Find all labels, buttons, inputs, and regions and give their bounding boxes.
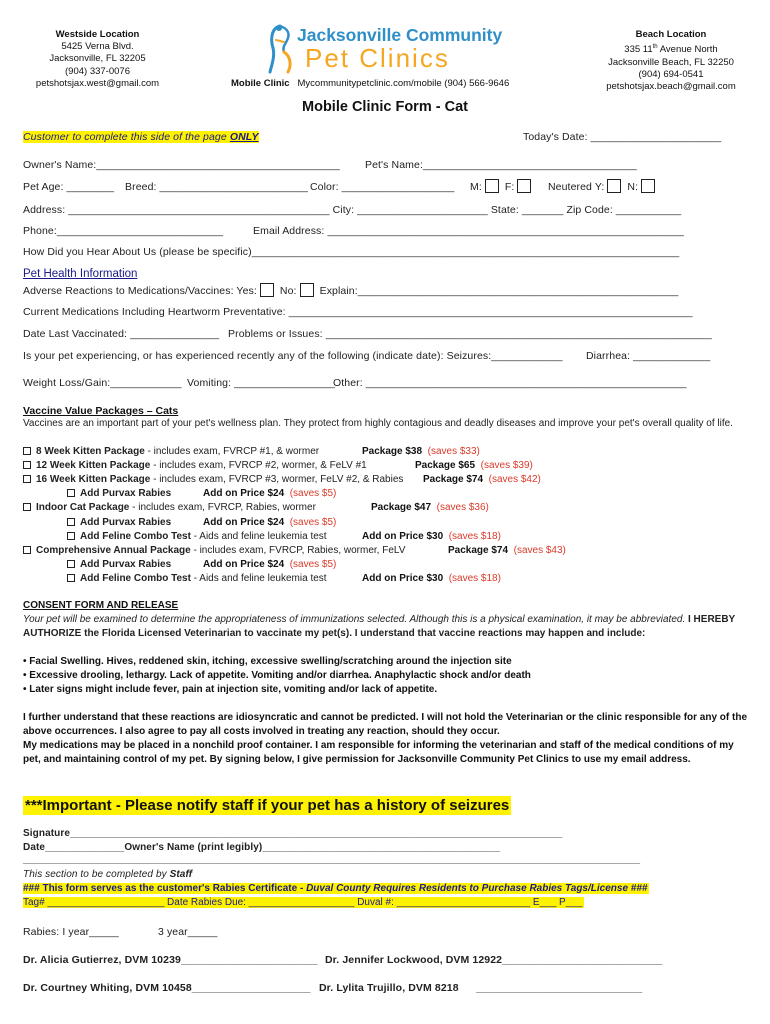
package-price: Add on Price $30 (saves $18) — [362, 530, 501, 542]
pet-age-field[interactable]: Pet Age: ________ — [23, 181, 115, 193]
package-checkbox[interactable] — [67, 574, 75, 582]
adverse-reactions-row: Adverse Reactions to Medications/Vaccines: Yes: No: Explain:______________________________________________________ — [23, 285, 679, 297]
female-checkbox[interactable] — [517, 179, 531, 193]
consent-bullet-1: • Facial Swelling. Hives, reddened skin, itching, excessive swelling/scratching around the injection site — [23, 656, 512, 667]
date-owner-name-field[interactable]: Date______________Owner's Name (print legibly)__________________________________________ — [23, 842, 501, 853]
mobile-clinic-line — [231, 78, 509, 89]
tag-rabies-due-duval-field[interactable]: Tag# _____________________ Date Rabies Due: ___________________ Duval #: ________________________ E___ P___ — [23, 897, 583, 908]
package-savings: (saves $33) — [427, 446, 480, 457]
mobile-clinic-label: Mobile Clinic — [231, 78, 290, 89]
doctor-whiting-signature[interactable]: Dr. Courtney Whiting, DVM 10458____________________ — [23, 982, 311, 994]
package-description: - includes exam, FVRCP #3, wormer, FeLV #2, & Rabies — [150, 474, 404, 486]
package-name: Comprehensive Annual Package — [36, 544, 191, 556]
logo-line2: Pet Clinics — [305, 43, 450, 73]
consent-paragraph-1: Your pet will be examined to determine the appropriateness of immunizations selected. Although this is a physical examination, it may be abbreviated. I HEREBY AUTHORIZE the Florida Licensed Veterinarian to vaccinate my pet(s). I understand that vaccine reactions may happen and include: — [23, 614, 736, 639]
package-description: - includes exam, FVRCP, Rabies, wormer — [129, 502, 316, 514]
beach-address1: 335 11th Avenue North — [624, 44, 718, 56]
package-price: Add on Price $24 (saves $5) — [203, 558, 337, 570]
package-price: Package $74 (saves $43) — [448, 544, 566, 556]
package-checkbox[interactable] — [67, 532, 75, 540]
rabies-3-year-field[interactable]: 3 year_____ — [158, 926, 218, 938]
package-description: - Aids and feline leukemia test — [190, 530, 327, 542]
package-name: Add Feline Combo Test — [80, 530, 191, 542]
package-name: Indoor Cat Package — [36, 502, 130, 514]
male-checkbox[interactable] — [485, 179, 499, 193]
vaccine-package-row — [23, 502, 316, 513]
package-price: Package $47 (saves $36) — [371, 502, 489, 514]
package-checkbox[interactable] — [67, 518, 75, 526]
rabies-certificate-note: ### This form serves as the customer's Rabies Certificate - Duval County Requires Residents to Purchase Rabies Tags/License ### — [23, 883, 648, 894]
consent-paragraph-3: My medications may be placed in a nonchild proof container. I am responsible for informing the veterinarian and staff of the medical conditions of my pet, and maintaining control of my pet. By signing below, I give permission for Jacksonville Community Pet Clinics to use my email address. — [23, 740, 734, 765]
package-price: Add on Price $30 (saves $18) — [362, 572, 501, 584]
beach-location-block — [600, 29, 742, 93]
doctor-trujillo-label: Dr. Lylita Trujillo, DVM 8218 — [319, 982, 459, 994]
mobile-clinic-info: Mycommunitypetclinic.com/mobile (904) 566-9646 — [297, 78, 510, 89]
email-field[interactable]: Email Address: ____________________________________________________________ — [253, 225, 684, 237]
neutered-yes-checkbox[interactable] — [607, 179, 621, 193]
package-checkbox[interactable] — [23, 503, 31, 511]
logo-line1: Jacksonville Community — [297, 25, 503, 45]
package-name: Add Purvax Rabies — [80, 558, 172, 570]
consent-bullet-3: • Later signs might include fever, pain at injection site, vomiting and/or lack of appetite. — [23, 684, 438, 695]
package-savings: (saves $39) — [480, 460, 533, 472]
package-checkbox[interactable] — [23, 447, 31, 455]
todays-date-field[interactable]: Today's Date: ______________________ — [523, 131, 722, 143]
beach-email: petshotsjax.beach@gmail.com — [606, 80, 736, 92]
package-name: 16 Week Kitten Package — [36, 474, 151, 486]
rabies-1-year-field[interactable]: Rabies: I year_____ — [23, 926, 119, 938]
westside-address2: Jacksonville, FL 32205 — [49, 53, 146, 65]
westside-address1: 5425 Verna Blvd. — [61, 41, 134, 53]
sex-checkboxes: M: F: — [470, 179, 534, 193]
vaccine-package-row — [67, 488, 171, 499]
beach-title: Beach Location — [635, 29, 707, 40]
pet-name-field[interactable]: Pet's Name:____________________________________ — [365, 159, 637, 171]
neutered-no-checkbox[interactable] — [641, 179, 655, 193]
vaccine-package-row — [23, 474, 403, 485]
clinic-logo-icon — [266, 22, 296, 74]
vaccine-package-row — [67, 531, 327, 542]
beach-address2: Jacksonville Beach, FL 32250 — [608, 56, 734, 68]
package-price: Package $38 (saves $33) — [362, 446, 480, 457]
package-price: Package $65 (saves $39) — [415, 460, 533, 472]
package-checkbox[interactable] — [67, 560, 75, 568]
current-medications-field[interactable]: Current Medications Including Heartworm Preventative: ____________________________________________________________________ — [23, 306, 693, 318]
seizures-field[interactable]: Is your pet experiencing, or has experienced recently any of the following (indicate date): Seizures:____________ — [23, 350, 563, 362]
diarrhea-field[interactable]: Diarrhea: _____________ — [586, 350, 711, 362]
package-checkbox[interactable] — [23, 475, 31, 483]
breed-field[interactable]: Breed: _________________________ — [125, 181, 309, 193]
vaccine-package-row — [23, 446, 319, 457]
vaccine-intro: Vaccines are an important part of your pet's wellness plan. They protect from highly contagious and deadly diseases and improve your pet's overall quality of life. — [23, 418, 733, 429]
package-checkbox[interactable] — [23, 546, 31, 554]
beach-phone: (904) 694-0541 — [638, 68, 704, 80]
phone-field[interactable]: Phone:____________________________ — [23, 225, 224, 237]
vaccine-package-row — [23, 460, 367, 471]
doctor-lockwood-signature[interactable]: Dr. Jennifer Lockwood, DVM 12922___________________________ — [325, 954, 663, 966]
explain-field[interactable]: Explain:______________________________________________________ — [319, 285, 679, 297]
vaccine-package-row — [67, 573, 327, 584]
package-description: - includes exam, FVRCP, Rabies, wormer, FeLV — [190, 544, 406, 556]
vaccine-heading: Vaccine Value Packages – Cats — [23, 405, 179, 417]
package-savings: (saves $18) — [448, 572, 501, 584]
westside-email: petshotsjax.west@gmail.com — [35, 77, 160, 89]
owner-name-field[interactable]: Owner's Name:_________________________________________ — [23, 159, 340, 171]
package-savings: (saves $5) — [289, 558, 337, 570]
problems-field[interactable]: Problems or Issues: _________________________________________________________________ — [228, 328, 712, 340]
adverse-yes-checkbox[interactable] — [260, 283, 274, 297]
seizure-warning: ***Important - Please notify staff if your pet has a history of seizures — [25, 797, 510, 814]
separator-rule: _____________________________________________________________________________________________________________ — [23, 854, 641, 865]
consent-bullet-2: • Excessive drooling, lethargy. Lack of appetite. Vomiting and/or diarrhea. Anaphylactic shock and/or death — [23, 670, 531, 681]
adverse-no-checkbox[interactable] — [300, 283, 314, 297]
package-description: - includes exam, FVRCP #2, wormer, & FeLV #1 — [150, 460, 367, 472]
package-savings: (saves $43) — [513, 544, 566, 556]
pet-health-heading: Pet Health Information — [23, 268, 138, 280]
consent-paragraph-2: I further understand that these reactions are idiosyncratic and cannot be predicted. I will not hold the Veterinarian or the clinic responsible for any of the above occurrences. I also agree to pay all costs involved in treating any reaction, should they occur. — [23, 712, 748, 737]
address-city-state-zip-field[interactable]: Address: ____________________________________________ City: ______________________ State: _______ Zip Code: ___________ — [23, 204, 682, 216]
package-savings: (saves $42) — [488, 474, 541, 486]
doctor-trujillo-signature[interactable]: ____________________________ — [476, 982, 643, 994]
package-checkbox[interactable] — [67, 489, 75, 497]
form-title: Mobile Clinic Form - Cat — [302, 99, 468, 115]
package-checkbox[interactable] — [23, 461, 31, 469]
consent-heading: CONSENT FORM AND RELEASE — [23, 600, 179, 611]
package-name: Add Feline Combo Test — [80, 572, 191, 584]
hear-about-us-field[interactable]: How Did you Hear About Us (please be specific)________________________________________________________________________ — [23, 246, 680, 258]
westside-location-block — [30, 29, 165, 90]
package-price: Add on Price $24 (saves $5) — [203, 516, 337, 528]
doctor-gutierrez-signature[interactable]: Dr. Alicia Gutierrez, DVM 10239_______________________ — [23, 954, 318, 966]
package-name: 8 Week Kitten Package — [36, 446, 145, 457]
customer-note: Customer to complete this side of the page ONLY — [23, 131, 259, 143]
westside-phone: (904) 337-0076 — [65, 65, 130, 77]
neutered-checkboxes: Neutered Y: N: — [548, 179, 658, 193]
vaccine-package-row — [23, 545, 405, 556]
vaccine-package-row — [67, 559, 171, 570]
package-savings: (saves $5) — [289, 488, 337, 500]
package-description: - includes exam, FVRCP #1, & wormer — [144, 446, 320, 457]
vaccine-package-row — [67, 517, 171, 528]
package-savings: (saves $36) — [436, 502, 489, 514]
package-name: 12 Week Kitten Package — [36, 460, 151, 472]
package-price: Add on Price $24 (saves $5) — [203, 488, 337, 500]
vomiting-field[interactable]: Vomiting: _________________ — [187, 377, 336, 389]
package-savings: (saves $18) — [448, 530, 501, 542]
westside-title: Westside Location — [55, 29, 140, 40]
package-savings: (saves $5) — [289, 516, 337, 528]
signature-field[interactable]: Signature_______________________________________________________________________________________ — [23, 828, 563, 839]
other-field[interactable]: Other: ______________________________________________________ — [333, 377, 687, 389]
package-name: Add Purvax Rabies — [80, 488, 172, 500]
weight-loss-field[interactable]: Weight Loss/Gain:____________ — [23, 377, 182, 389]
last-vaccinated-field[interactable]: Date Last Vaccinated: _______________ — [23, 328, 220, 340]
package-description: - Aids and feline leukemia test — [190, 572, 327, 584]
staff-note: This section to be completed by Staff — [23, 869, 193, 880]
package-name: Add Purvax Rabies — [80, 516, 172, 528]
package-price: Package $74 (saves $42) — [423, 474, 541, 486]
color-field[interactable]: Color: ___________________ — [310, 181, 455, 193]
